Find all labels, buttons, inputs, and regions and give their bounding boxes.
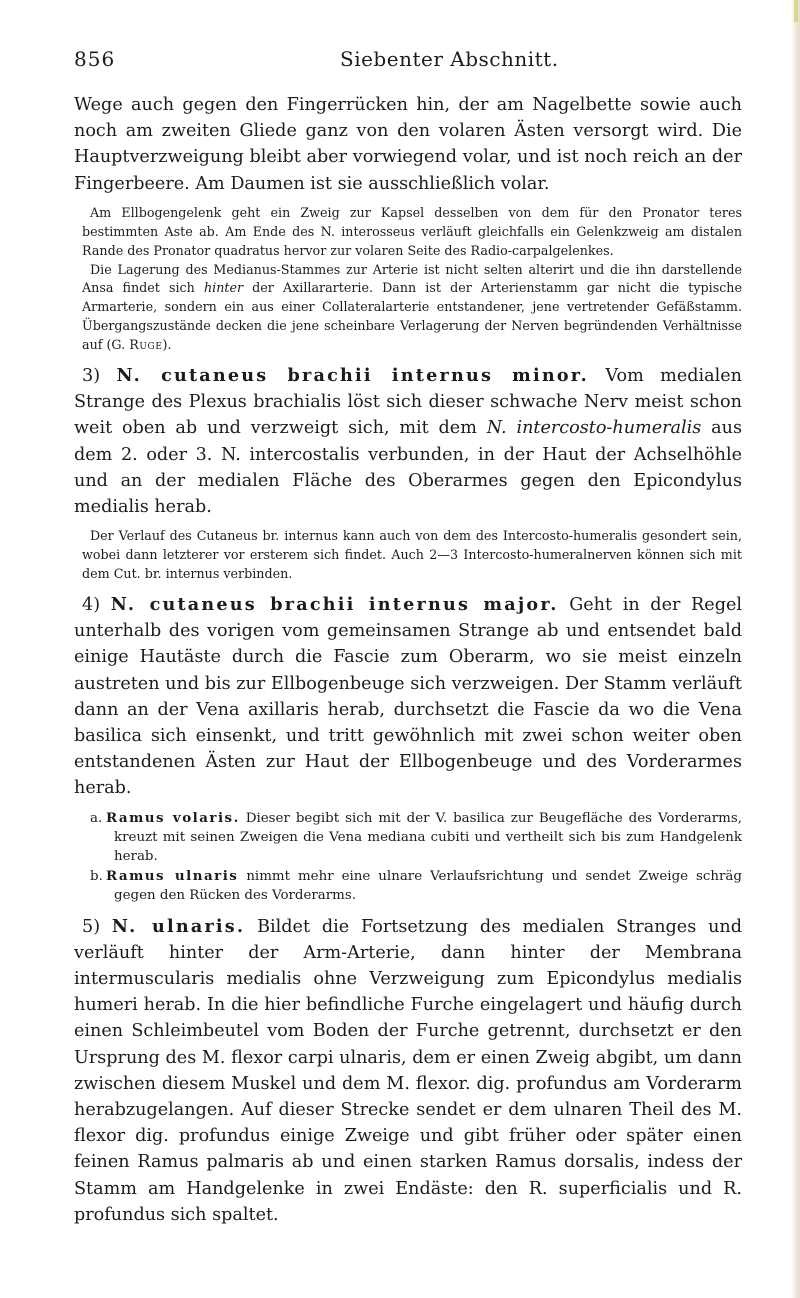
note-median-position [74,261,742,356]
section-number: 5) [82,916,101,937]
branch-list [74,809,742,906]
branch-item [74,809,742,867]
branch-text: Dieser begibt sich mit der V. basilica zur Beugefläche des Vorderarms, kreuzt mit seinen Zweigen die Vena mediana cubiti und vertheilt sich bis zum Handgelenk herab. [114,810,742,865]
note-text: der Axillararterie. Dann ist der Arterienstamm gar nicht die typische Armarterie, sondern ein aus einer Collateralarterie entstandener, jene vertretender Gefäßstamm. Übergangszustände decken die jene scheinbare Verlagerung der Nerven begründenden Verhältnisse auf (G. [82,280,742,353]
section-number: 4) [82,595,101,615]
section-heading: N. cutaneus brachii internus major. [110,594,559,615]
page-body [74,92,742,1228]
branch-text: nimmt mehr eine ulnare Verlaufsrichtung und sendet Zweige schräg gegen den Rücken des Vorderarms. [114,868,742,904]
author-name: Ruge [129,337,163,353]
section-heading: N. ulnaris. [111,915,246,937]
section-heading: N. cutaneus brachii internus minor. [116,365,589,387]
branch-item [74,867,742,906]
edge-mark [794,0,798,22]
italic-term: hinter [203,280,244,296]
section-ulnaris [74,914,742,1228]
section-text: Vom medialen Strange des Plexus brachialis löst sich dieser schwache Nerv meist schon weit oben ab und verzweigt sich, mit dem [74,366,743,439]
branch-heading: Ramus ulnaris [106,867,239,884]
page-edge [791,0,800,1298]
branch-label: b. [90,868,103,884]
section-text: aus dem 2. oder 3. N. intercostalis verbunden, in der Haut der Achselhöhle und an der medialen Fläche des Oberarmes gegen den Epicondylus medialis herab. [74,418,743,518]
paragraph-continuation: Wege auch gegen den Fingerrücken hin, der am Nagelbette sowie auch noch am zweiten Gliede ganz von den volaren Ästen versorgt wird. Die Hauptverzweigung bleibt aber vorwiegend volar, und ist noch reich an der Fingerbeere. Am Daumen ist sie ausschließlich volar. [74,95,742,194]
section-number: 3) [82,366,101,387]
section-cutaneus-minor [74,363,742,520]
page-number: 856 [74,47,116,71]
note-cutaneus-minor: Der Verlauf des Cutaneus br. internus kann auch von dem des Intercosto-humeralis gesondert sein, wobei dann letzterer vor ersterem sich findet. Auch 2—3 Intercosto-humeralnerven können sich mit dem Cut. br. internus verbinden. [82,528,742,582]
note-text: Die Lagerung des Medianus-Stammes zur Arterie ist nicht selten alterirt und die ihn darstellende Ansa findet sich [82,261,742,296]
running-title: Siebenter Abschnitt. [340,47,559,71]
italic-term: N. intercosto-humeralis [486,418,702,439]
branch-heading: Ramus volaris. [106,809,240,826]
section-text: Bildet die Fortsetzung des medialen Stranges und verläuft hinter der Arm-Arterie, dann hinter der Membrana intermuscularis medialis ohne Verzweigung zum Epicondylus medialis humeri herab. In die hier befindliche Furche eingelagert und häufig durch einen Schleimbeutel vom Boden der Furche getrennt, durchsetzt er den Ursprung des M. flexor carpi ulnaris, dem er einen Zweig abgibt, um dann zwischen diesem Muskel und dem M. flexor. dig. profundus am Vorderarm herabzugelangen. Auf dieser Strecke sendet er dem ulnaren Theil des M. flexor dig. profundus einige Zweige und gibt früher oder später einen feinen Ramus palmaris ab und einen starken Ramus dorsalis, indess der Stamm am Handgelenke in zwei Endäste: den R. superficialis und R. profundus sich spaltet. [74,916,743,1225]
branch-label: a. [90,810,103,826]
section-cutaneus-major [74,592,742,802]
section-text: Geht in der Regel unterhalb des vorigen vom gemeinsamen Strange ab und entsendet bald einige Hautäste durch die Fascie zum Oberarm, wo sie meist einzeln austreten und bis zur Ellbogenbeuge sich verzweigen. Der Stamm verläuft dann an der Vena axillaris herab, durchsetzt die Fascie da wo die Vena basilica sich einsenkt, und tritt gewöhnlich mit zwei schon weiter oben entstandenen Ästen zur Haut der Ellbogenbeuge und des Vorderarmes herab. [74,595,743,799]
note-elbow-joint: Am Ellbogengelenk geht ein Zweig zur Kapsel desselben von dem für den Pronator teres bestimmten Aste ab. Am Ende des N. interosseus verläuft gleichfalls ein Gelenkzweig am distalen Rande des Pronator quadratus hervor zur volaren Seite des Radio-carpalgelenkes. [82,204,742,258]
note-text: ). [162,337,172,353]
